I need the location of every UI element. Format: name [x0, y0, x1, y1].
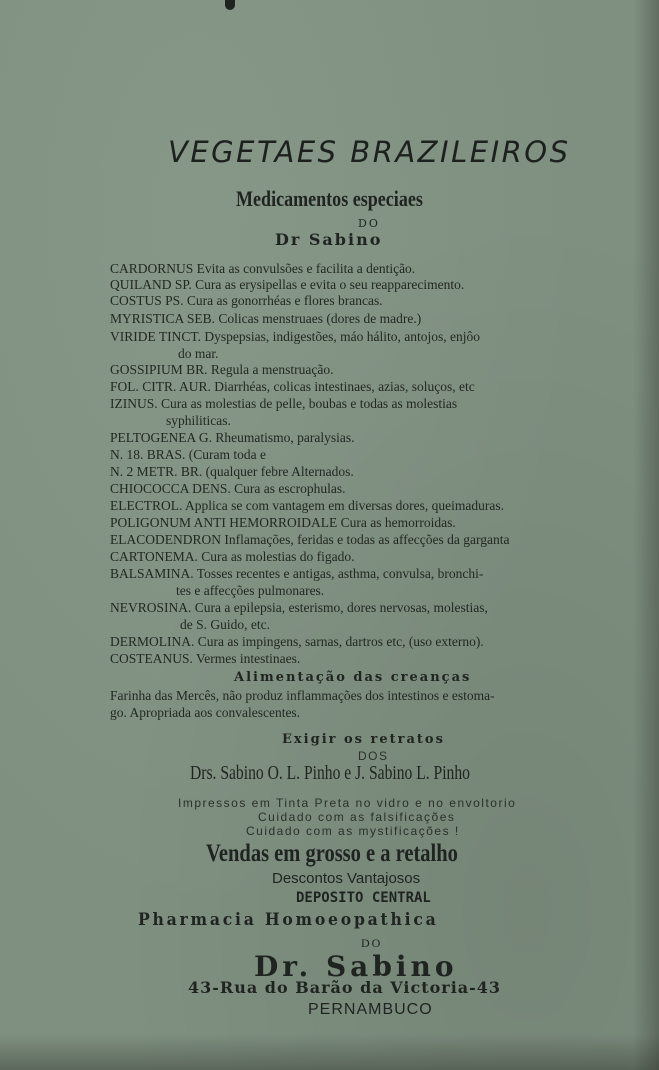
product-line-continued: de S. Guido, etc.	[180, 617, 270, 632]
farinha-line: go. Apropriada aos convalescentes.	[110, 705, 301, 720]
exigir-heading: Exigir os retratos	[282, 732, 445, 747]
product-line: VIRIDE TINCT. Dyspepsias, indigestões, máo hálito, antojos, enjôo	[110, 329, 480, 344]
cuidado-note: Cuidado com as falsificações	[258, 810, 456, 824]
product-line: QUILAND SP. Cura as erysipellas e evita o seu reapparecimento.	[110, 277, 465, 292]
page-notch	[225, 0, 235, 10]
bottom-edge-shadow	[0, 1034, 659, 1070]
product-line: CARTONEMA. Cura as molestias do figado.	[110, 549, 355, 564]
product-line: N. 2 METR. BR. (qualquer febre Alternados.	[110, 464, 354, 479]
cuidado-note: Cuidado com as mystificações !	[246, 824, 460, 838]
deposito-text: DEPOSITO CENTRAL	[296, 890, 431, 906]
author-name: Dr Sabino	[275, 230, 383, 249]
product-line: FOL. CITR. AUR. Diarrhéas, colicas intestinaes, azias, soluços, etc	[110, 379, 475, 394]
product-line: GOSSIPIUM BR. Regula a menstruação.	[110, 362, 334, 377]
page-subtitle: Medicamentos especiaes	[236, 186, 423, 211]
product-line-continued: tes e affecções pulmonares.	[176, 583, 325, 598]
product-line: MYRISTICA SEB. Colicas menstruaes (dores de madre.)	[110, 311, 422, 326]
dr-sabino-heading: Dr. Sabino	[254, 950, 458, 983]
page-title: VEGETAES BRAZILEIROS	[168, 135, 571, 169]
farinha-line: Farinha das Mercês, não produz inflammações dos intestinos e estoma-	[110, 688, 495, 703]
pharmacia-heading: Pharmacia Homoeopathica	[138, 910, 439, 930]
product-line: PELTOGENEA G. Rheumatismo, paralysias.	[110, 430, 355, 445]
product-line: NEVROSINA. Cura a epilepsia, esterismo, dores nervosas, molestias,	[110, 600, 488, 615]
city-line: PERNAMBUCO	[308, 1001, 433, 1018]
product-line: BALSAMINA. Tosses recentes e antigas, asthma, convulsa, bronchi-	[110, 566, 484, 581]
address-line: 43-Rua do Barão da Victoria-43	[188, 978, 502, 997]
alimentacao-heading: Alimentação das creanças	[234, 670, 472, 685]
impressos-note: Impressos em Tinta Preta no vidro e no envoltorio	[178, 796, 517, 810]
descontos-text: Descontos Vantajosos	[272, 870, 421, 887]
product-line: COSTUS PS. Cura as gonorrhéas e flores brancas.	[110, 293, 383, 308]
product-line: IZINUS. Cura as molestias de pelle, boubas e todas as molestias	[110, 396, 458, 411]
do-label-2: DO	[361, 936, 383, 950]
dos-label: DOS	[358, 749, 389, 763]
do-label-1: DO	[358, 217, 380, 230]
product-line: CARDORNUS Evita as convulsões e facilita a dentição.	[110, 261, 416, 276]
product-line: POLIGONUM ANTI HEMORROIDALE Cura as hemorroidas.	[110, 515, 456, 530]
product-line: N. 18. BRAS. (Curam toda e	[110, 447, 266, 462]
product-line-continued: syphiliticas.	[166, 413, 231, 428]
right-edge-shadow	[633, 0, 659, 1070]
doctors-names: Drs. Sabino O. L. Pinho e J. Sabino L. Pinho	[190, 762, 470, 784]
vendas-heading: Vendas em grosso e a retalho	[206, 840, 458, 867]
product-line: DERMOLINA. Cura as impingens, sarnas, dartros etc, (uso externo).	[110, 634, 484, 649]
product-line-continued: do mar.	[178, 346, 219, 361]
product-line: ELACODENDRON Inflamações, feridas e todas as affecções da garganta	[110, 532, 510, 547]
product-line: COSTEANUS. Vermes intestinaes.	[110, 651, 301, 666]
product-line: CHIOCOCCA DENS. Cura as escrophulas.	[110, 481, 346, 496]
product-line: ELECTROL. Applica se com vantagem em diversas dores, queimaduras.	[110, 498, 505, 513]
